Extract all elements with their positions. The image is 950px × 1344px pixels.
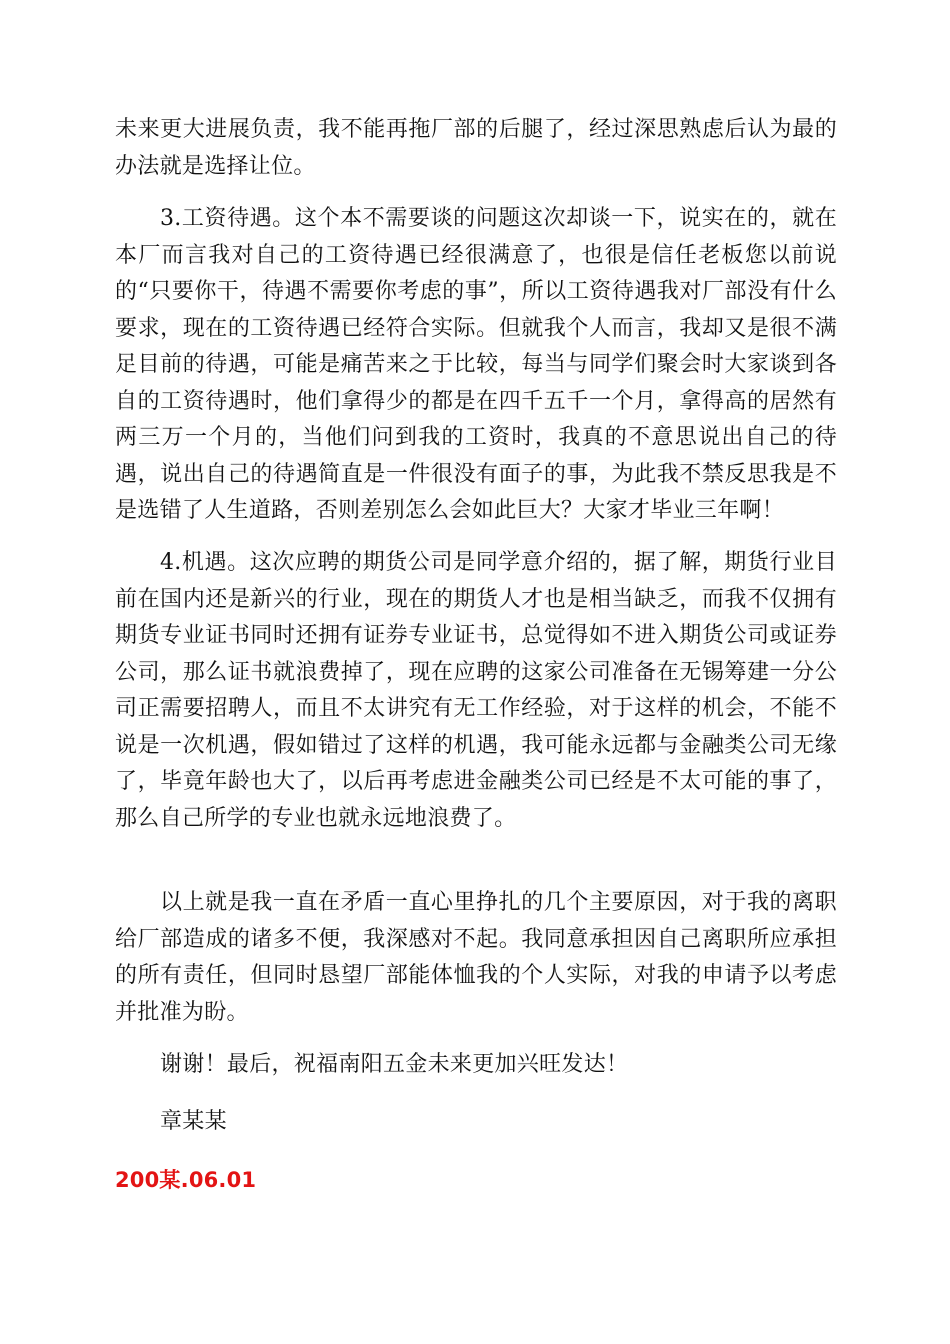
paragraph-continuation: 未来更大进展负责，我不能再拖厂部的后腿了，经过深思熟虑后认为最的办法就是选择让位。 <box>115 117 837 179</box>
paragraph-opportunity: 4.机遇。这次应聘的期货公司是同学意介绍的，据了解，期货行业目前在国内还是新兴的行业，现在的期货人才也是相当缺乏，而我不仅拥有期货专业证书同时还拥有证券专业证书，总觉得如不进入期货公司或证券公司，那么证书就浪费掉了，现在应聘的这家公司准备在无锡筹建一分公司正需要招聘人，而且不太讲究有无工作经验，对于这样的机会，不能不说是一次机遇，假如错过了这样的机遇，我可能永远都与金融类公司无缘了，毕竟年龄也大了，以后再考虑进金融类公司已经是不太可能的事了，那么自己所学的专业也就永远地浪费了。 <box>115 550 837 831</box>
signature-name: 章某某 <box>160 1109 227 1134</box>
paragraph-thanks: 谢谢！最后，祝福南阳五金未来更加兴旺发达！ <box>160 1052 629 1077</box>
letter-date: 200某.06.01 <box>115 1168 257 1192</box>
paragraph-salary: 3.工资待遇。这个本不需要谈的问题这次却谈一下，说实在的，就在本厂而言我对自己的工资待遇已经很满意了，也很是信任老板您以前说的“只要你干，待遇不需要你考虑的事”，所以工资待遇我对厂部没有什么要求，现在的工资待遇已经符合实际。但就我个人而言，我却又是很不满足目前的待遇，可能是痛苦来之于比较，每当与同学们聚会时大家谈到各自的工资待遇时，他们拿得少的都是在四千五千一个月，拿得高的居然有两三万一个月的，当他们问到我的工资时，我真的不意思说出自己的待遇，说出自己的待遇简直是一件很没有面子的事，为此我不禁反思我是不是选错了人生道路，否则差别怎么会如此巨大？大家才毕业三年啊！ <box>115 206 837 523</box>
paragraph-closing: 以上就是我一直在矛盾一直心里挣扎的几个主要原因，对于我的离职给厂部造成的诸多不便，我深感对不起。我同意承担因自己离职所应承担的所有责任，但同时恳望厂部能体恤我的个人实际，对我的申请予以考虑并批准为盼。 <box>115 890 837 1025</box>
